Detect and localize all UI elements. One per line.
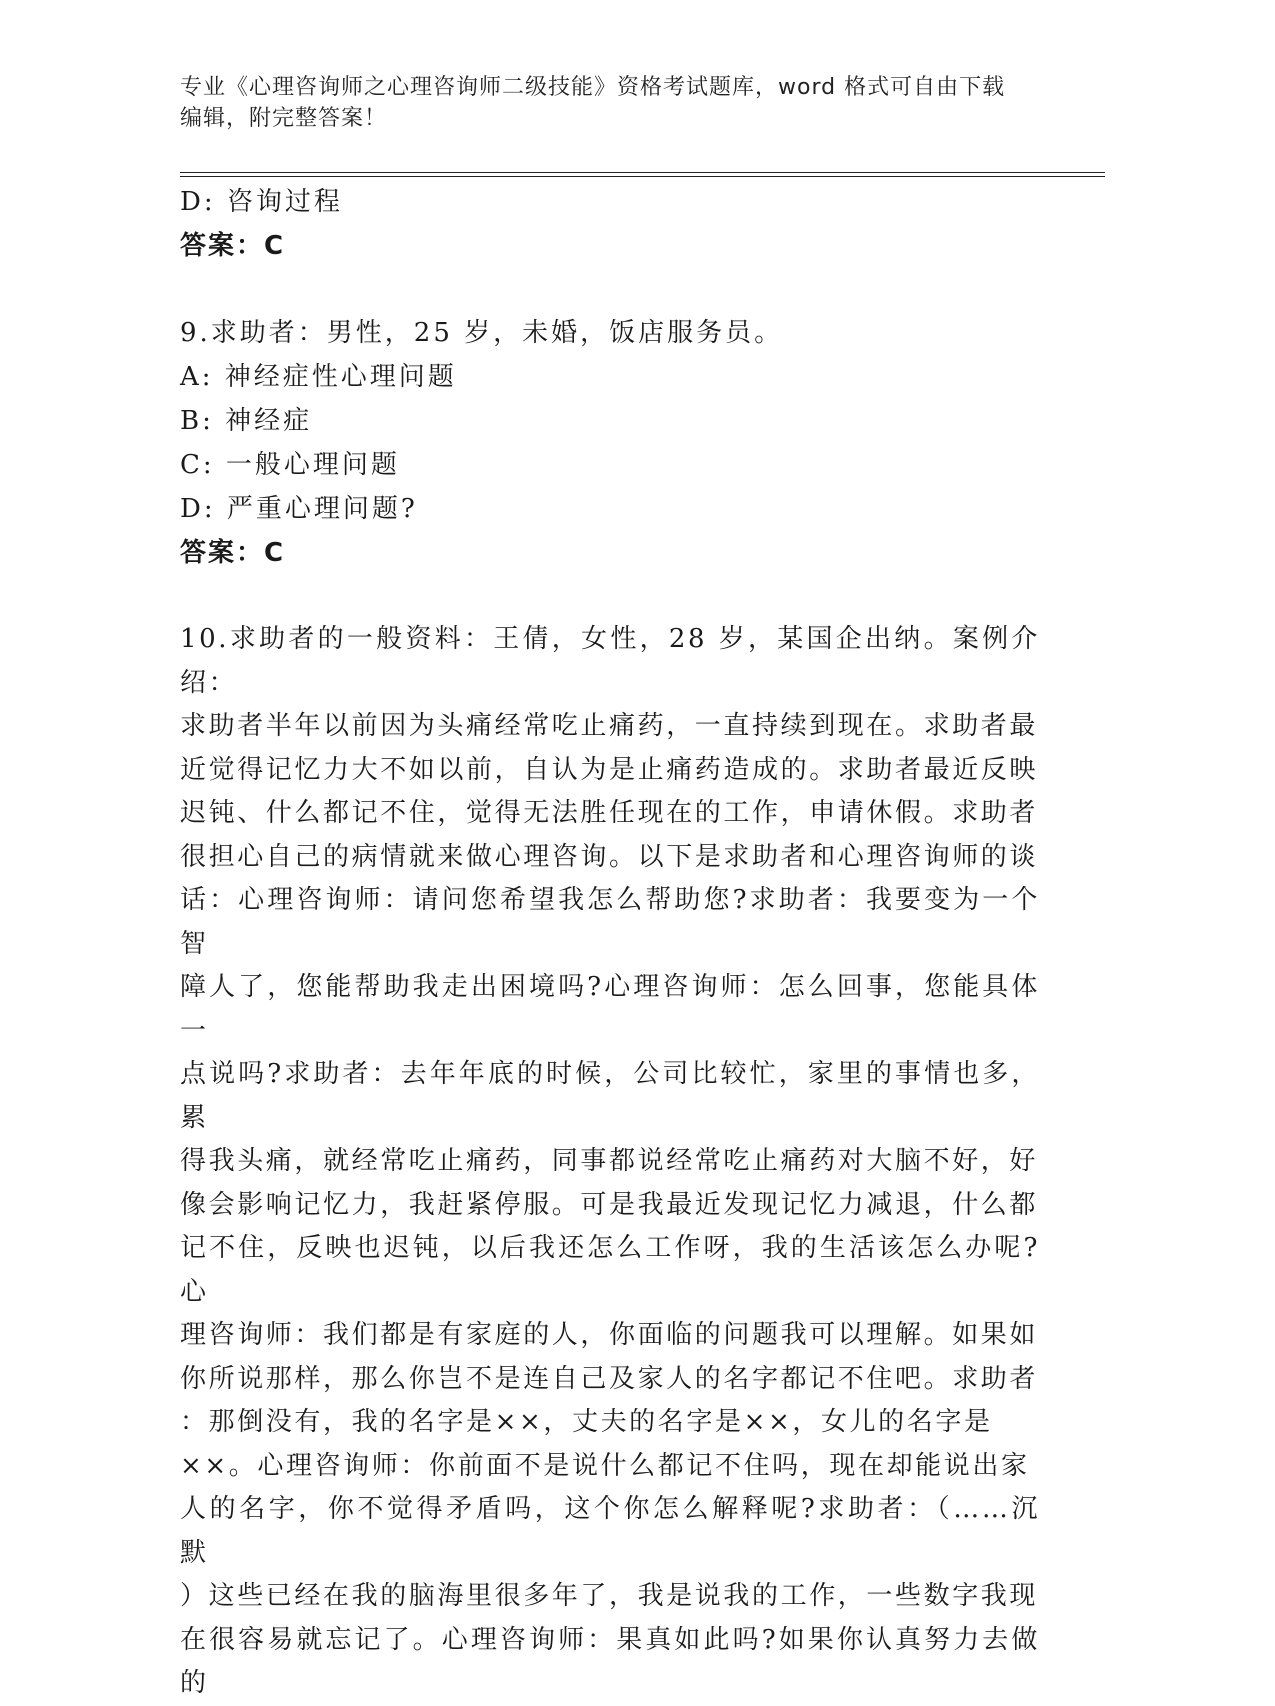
q10-line: ）这些已经在我的脑海里很多年了，我是说我的工作，一些数字我现 <box>180 1581 1039 1611</box>
q10-line: 近觉得记忆力大不如以前，自认为是止痛药造成的。求助者最近反映 <box>180 754 1039 785</box>
q9-option-d: D: 严重心理问题? <box>180 494 418 524</box>
q10-case-text <box>180 618 1040 1706</box>
q8-answer: 答案：C <box>180 231 286 261</box>
q10-line: 障人了，您能帮助我走出困境吗?心理咨询师：怎么回事，您能具体一 <box>180 972 1040 1046</box>
document-body <box>180 180 1040 1706</box>
header-line-1: 专业《心理咨询师之心理咨询师二级技能》资格考试题库，word 格式可自由下载 <box>180 75 1006 100</box>
q10-line: 话：心理咨询师：请问您希望我怎么帮助您?求助者：我要变为一个智 <box>180 885 1040 959</box>
q9-answer: 答案：C <box>180 538 286 568</box>
q10-line: 像会影响记忆力，我赶紧停服。可是我最近发现记忆力减退，什么都 <box>180 1189 1039 1220</box>
q10-line: 很担心自己的病情就来做心理咨询。以下是求助者和心理咨询师的谈 <box>180 841 1039 872</box>
q10-line: 人的名字，你不觉得矛盾吗，这个你怎么解释呢?求助者：（……沉默 <box>180 1494 1040 1568</box>
q10-line: 得我头痛，就经常吃止痛药，同事都说经常吃止痛药对大脑不好，好 <box>180 1146 1039 1176</box>
q10-line: 理咨询师：我们都是有家庭的人，你面临的问题我可以理解。如果如 <box>180 1320 1039 1350</box>
spacer <box>180 575 1040 618</box>
spacer <box>180 268 1040 311</box>
q8-option-d: D: 咨询过程 <box>180 187 343 217</box>
q10-line: 你所说那样，那么你岂不是连自己及家人的名字都记不住吧。求助者 <box>180 1363 1039 1394</box>
document-header <box>180 72 1060 134</box>
q10-line: ：那倒没有，我的名字是××，丈夫的名字是××，女儿的名字是 <box>180 1407 993 1437</box>
q10-line: 迟钝、什么都记不住，觉得无法胜任现在的工作，申请休假。求助者 <box>180 798 1039 828</box>
q9-stem: 9.求助者：男性，25 岁，未婚，饭店服务员。 <box>180 318 784 348</box>
q9-option-a: A: 神经症性心理问题 <box>180 362 457 392</box>
q10-line: 在很容易就忘记了。心理咨询师：果真如此吗?如果你认真努力去做的 <box>180 1624 1040 1698</box>
header-divider <box>180 172 1105 177</box>
q10-line: 10.求助者的一般资料：王倩，女性，28 岁，某国企出纳。案例介绍： <box>180 624 1040 698</box>
q10-line: 点说吗?求助者：去年年底的时候，公司比较忙，家里的事情也多，累 <box>180 1059 1040 1133</box>
q10-line: ××。心理咨询师：你前面不是说什么都记不住吗，现在却能说出家 <box>180 1450 1030 1481</box>
q10-line: 记不住，反映也迟钝，以后我还怎么工作呀，我的生活该怎么办呢?心 <box>180 1233 1040 1307</box>
header-line-2: 编辑，附完整答案！ <box>180 106 388 131</box>
q9-option-b: B: 神经症 <box>180 406 313 436</box>
q10-line: 求助者半年以前因为头痛经常吃止痛药，一直持续到现在。求助者最 <box>180 711 1039 741</box>
q9-option-c: C: 一般心理问题 <box>180 450 400 480</box>
